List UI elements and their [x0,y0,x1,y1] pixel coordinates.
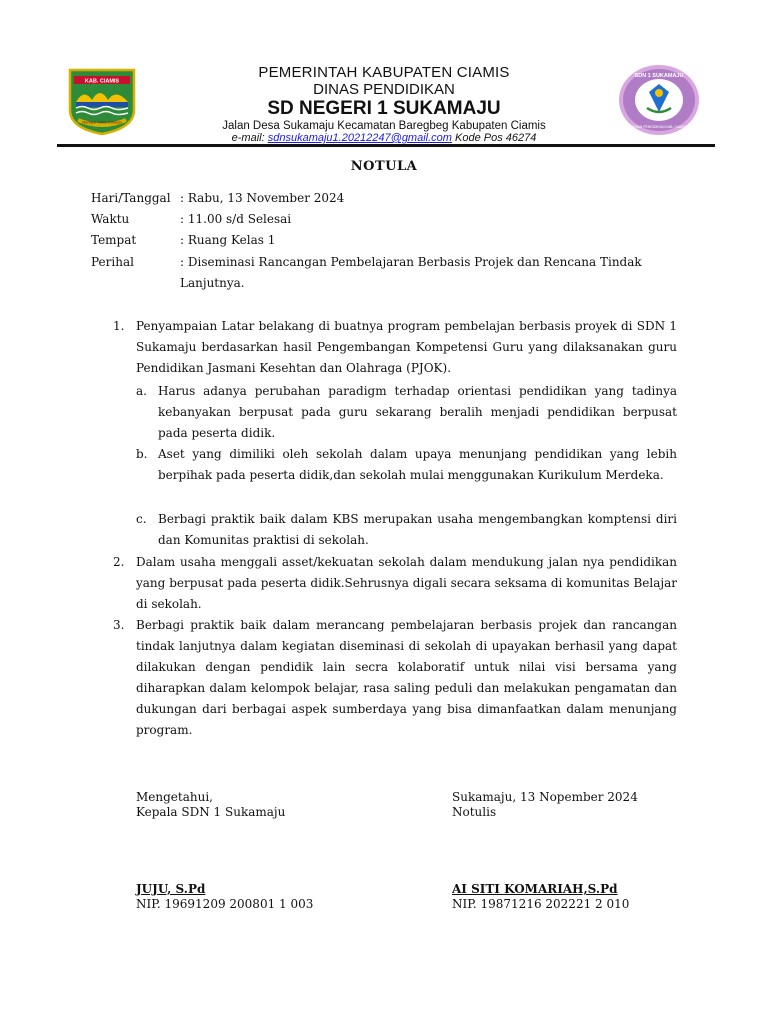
signature-left-name: JUJU, S.Pd [136,882,206,896]
letterhead-divider [57,144,715,147]
list-item-text: Penyampaian Latar belakang di buatnya program pembelajan berbasis proyek di SDN 1 Sukamaju berdasarkan hasil Pengembangan Kompetensi Guru yang dilaksanakan guru Pendidikan Jasmani Kesehtan dan Olahraga (PJOK). [136,319,677,375]
field-label-place: Tempat [91,233,137,247]
header-address: Jalan Desa Sukamaju Kecamatan Baregbeg Kabupaten Ciamis [222,120,546,132]
list-item-number: 3. [113,618,125,632]
header-school-name: SD NEGERI 1 SUKAMAJU [267,98,501,119]
signature-right-name: AI SITI KOMARIAH,S.Pd [452,882,618,896]
header-department: DINAS PENDIDIKAN [313,81,455,98]
list-item-number: 2. [113,555,125,569]
field-value-date: : Rabu, 13 November 2024 [180,191,345,205]
signature-right-date: Sukamaju, 13 Nopember 2024 [452,790,638,804]
document-title: NOTULA [350,159,418,174]
sub-item-text: Aset yang dimiliki oleh sekolah dalam upaya menunjang pendidikan yang lebih berpihak pada peserta didik,dan sekolah mulai menggunakan Kurikulum Merdeka. [158,447,677,482]
signature-right-nip: NIP. 19871216 202221 2 010 [452,897,630,911]
sub-item-letter: c. [136,512,147,526]
sub-item-text: Berbagi praktik baik dalam KBS merupakan usaha mengembangkan komptensi diri dan Komunitas praktisi di sekolah. [158,512,677,547]
logo-left-motto: Rahayu Kerta Raharja [82,119,122,125]
field-value-subject: : Diseminasi Rancangan Pembelajaran Berbasis Projek dan Rencana Tindak [180,255,642,269]
list-item-text: Berbagi praktik baik dalam merancang pembelajaran berbasis projek dan rancangan tindak lanjutnya dalam kegiatan diseminasi di sekolah di upayakan berhasil yang dapat dilakukan dengan pendidik lain secra kolaboratif untuk nilai visi bersama yang diharapkan dalam kelompok belajar, rasa saling peduli dan melakukan pengamatan dan dukungan dari berbagai aspek sumberdaya yang bisa dimanfaatkan dalam menunjang program. [136,618,677,737]
header-government: PEMERINTAH KABUPATEN CIAMIS [258,64,510,81]
field-value-subject-cont: Lanjutnya. [180,276,245,290]
list-item-number: 1. [113,319,125,333]
field-value-place: : Ruang Kelas 1 [180,233,276,247]
header-contact [0,132,768,144]
signature-left-role: Kepala SDN 1 Sukamaju [136,805,286,819]
logo-left-label: KAB. CIAMIS [84,78,120,85]
field-label-date: Hari/Tanggal [91,191,171,205]
postal-code: Kode Pos 46274 [455,132,537,144]
signature-left-greeting: Mengetahui, [136,790,213,804]
email-label: e-mail: [231,132,265,144]
field-label-subject: Perihal [91,255,134,269]
logo-right-sub: DINAS PENDIDIKAN KAB. CIAMIS [631,125,687,129]
email-link[interactable]: sdnsukamaju1.20212247@gmail.com [267,132,452,144]
field-label-time: Waktu [91,212,130,226]
list-item-text: Dalam usaha menggali asset/kekuatan sekolah dalam mendukung jalan nya pendidikan yang berpusat pada peserta didik.Sehrusnya digali secara seksama di komunitas Belajar di sekolah. [136,555,677,611]
signature-right-role: Notulis [452,805,497,819]
logo-right-label: SDN 1 SUKAMAJU [634,73,684,79]
sub-item-text: Harus adanya perubahan paradigm terhadap orientasi pendidikan yang tadinya kebanyakan berpusat pada guru sekarang beralih menjadi pendidikan berpusat pada peserta didik. [158,384,677,440]
sub-item-letter: a. [136,384,147,398]
signature-left-nip: NIP. 19691209 200801 1 003 [136,897,314,911]
field-value-time: : 11.00 s/d Selesai [180,212,292,226]
sub-item-letter: b. [136,447,148,461]
